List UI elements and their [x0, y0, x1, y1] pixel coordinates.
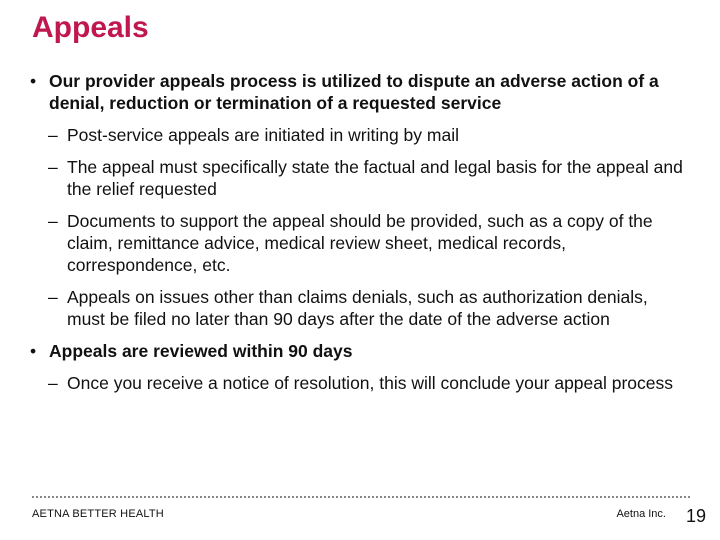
sub-bullet-item	[30, 372, 690, 394]
bullet-marker: •	[30, 341, 37, 361]
dash-marker: –	[48, 125, 58, 145]
bullet-item	[30, 70, 690, 114]
sub-bullet-item	[30, 156, 690, 200]
footer-divider	[32, 496, 690, 498]
dash-marker: –	[48, 287, 58, 307]
bullet-marker: •	[30, 71, 37, 91]
bullet-text: Appeals are reviewed within 90 days	[49, 341, 353, 361]
dash-marker: –	[48, 211, 58, 231]
footer-brand: AETNA BETTER HEALTH	[32, 508, 164, 520]
sub-bullet-text: Once you receive a notice of resolution, this will conclude your appeal process	[67, 373, 674, 393]
page-number: 19	[685, 506, 706, 526]
sub-bullet-text: Appeals on issues other than claims denials, such as authorization denials, must be filed no later than 90 days after the date of the adverse action	[67, 287, 648, 329]
sub-bullet-text: Post-service appeals are initiated in writing by mail	[67, 125, 459, 145]
dash-marker: –	[48, 157, 58, 177]
footer-company: Aetna Inc.	[616, 508, 666, 520]
sub-bullet-item	[30, 210, 690, 276]
sub-bullet-item	[30, 124, 690, 146]
sub-bullet-item	[30, 286, 690, 330]
dash-marker: –	[48, 373, 58, 393]
sub-bullet-text: Documents to support the appeal should be provided, such as a copy of the claim, remittance advice, medical review sheet, medical records, correspondence, etc.	[67, 211, 653, 275]
bullet-item	[30, 340, 690, 362]
slide-body	[30, 70, 690, 404]
sub-bullet-text: The appeal must specifically state the factual and legal basis for the appeal and the relief requested	[67, 157, 683, 199]
slide-title: Appeals	[32, 11, 149, 44]
bullet-text: Our provider appeals process is utilized to dispute an adverse action of a denial, reduction or termination of a requested service	[49, 71, 659, 113]
